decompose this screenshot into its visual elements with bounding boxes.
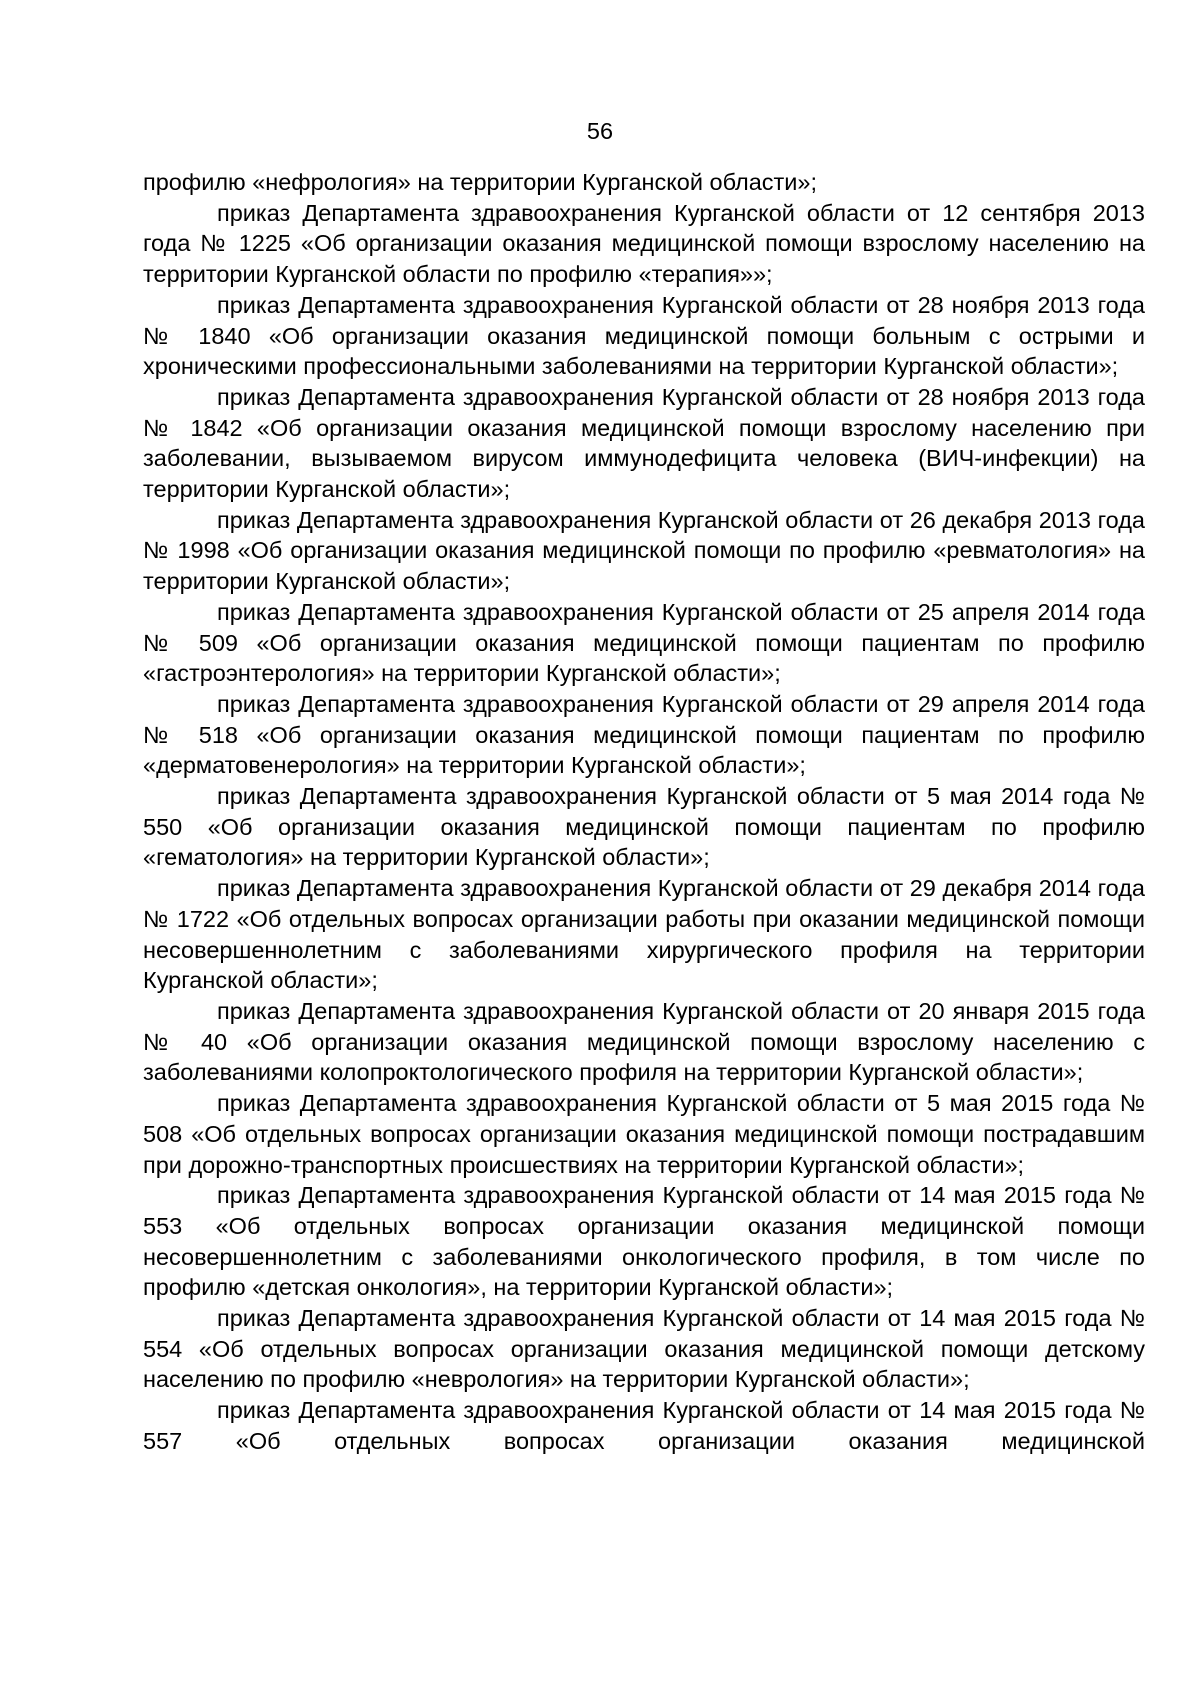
paragraph-order-1842: приказ Департамента здравоохранения Курганской области от 28 ноября 2013 года № 1842 «Об организации оказания медицинской помощи взрослому населению при заболевании, вызываемом вирусом иммунодефицита человека (ВИЧ-инфекции) на территории Курганской области»; (143, 383, 1145, 503)
paragraph-order-509: приказ Департамента здравоохранения Курганской области от 25 апреля 2014 года № 509 «Об организации оказания медицинской помощи пациентам по профилю «гастроэнтерология» на территории Курганской области»; (143, 598, 1145, 687)
paragraph-order-554: приказ Департамента здравоохранения Курганской области от 14 мая 2015 года № 554 «Об отдельных вопросах организации оказания медицинской помощи детскому населению по профилю «неврология» на территории Курганской области»; (143, 1305, 1145, 1393)
paragraph-order-1998: приказ Департамента здравоохранения Курганской области от 26 декабря 2013 года № 1998 «Об организации оказания медицинской помощи по профилю «ревматология» на территории Курганской области»; (143, 506, 1145, 595)
paragraph-order-550: приказ Департамента здравоохранения Курганской области от 5 мая 2014 года № 550 «Об организации оказания медицинской помощи пациентам по профилю «гематология» на территории Курганской области»; (143, 783, 1145, 871)
page-number: 56 (586, 118, 614, 144)
paragraph-order-1225: приказ Департамента здравоохранения Курганской области от 12 сентября 2013 года № 1225 «Об организации оказания медицинской помощи взрослому населению на территории Курганской области по профилю «терапия»»; (143, 199, 1145, 288)
paragraph-order-1722: приказ Департамента здравоохранения Курганской области от 29 декабря 2014 года № 1722 «Об отдельных вопросах организации работы при оказании медицинской помощи несовершеннолетним с заболеваниями хирургического профиля на территории Курганской области»; (143, 875, 1145, 994)
paragraph-order-553: приказ Департамента здравоохранения Курганской области от 14 мая 2015 года № 553 «Об отдельных вопросах организации оказания медицинской помощи несовершеннолетним с заболеваниями онкологического профиля, в том числе по профилю «детская онкология», на территории Курганской области»; (143, 1182, 1145, 1301)
paragraph-order-508: приказ Департамента здравоохранения Курганской области от 5 мая 2015 года № 508 «Об отдельных вопросах организации оказания медицинской помощи пострадавшим при дорожно-транспортных происшествиях на территории Курганской области»; (143, 1090, 1145, 1178)
paragraph-order-1840: приказ Департамента здравоохранения Курганской области от 28 ноября 2013 года № 1840 «Об организации оказания медицинской помощи больным с острыми и хроническими профессиональными заболеваниями на территории Курганской области»; (143, 291, 1145, 380)
paragraph-continuation: профилю «нефрология» на территории Курганской области»; (143, 169, 818, 195)
document-body (143, 167, 1145, 1457)
paragraph-order-40: приказ Департамента здравоохранения Курганской области от 20 января 2015 года № 40 «Об организации оказания медицинской помощи взрослому населению с заболеваниями колопроктологического профиля на территории Курганской области»; (143, 997, 1145, 1086)
paragraph-order-518: приказ Департамента здравоохранения Курганской области от 29 апреля 2014 года № 518 «Об организации оказания медицинской помощи пациентам по профилю «дерматовенерология» на территории Курганской области»; (143, 690, 1145, 779)
paragraph-order-557: приказ Департамента здравоохранения Курганской области от 14 мая 2015 года № 557 «Об отдельных вопросах организации оказания медицинской (143, 1397, 1145, 1454)
